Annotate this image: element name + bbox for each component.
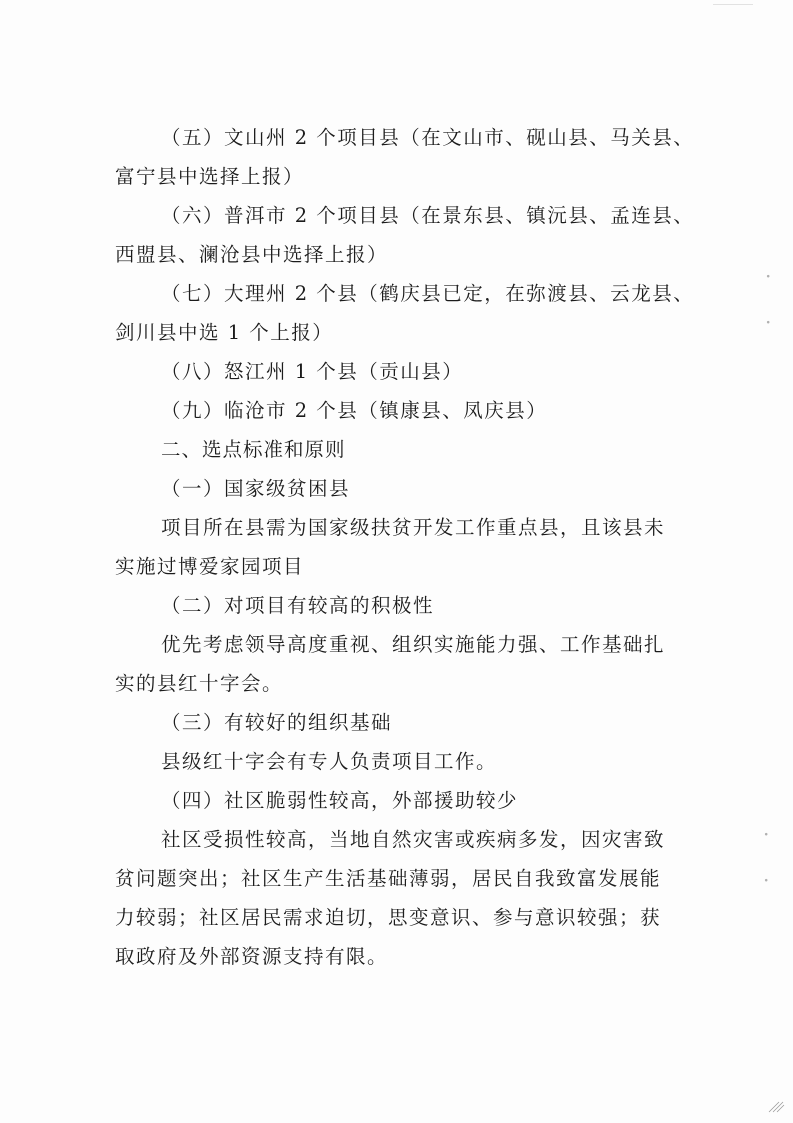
criterion-4-text-3: 力较弱；社区居民需求迫切，思变意识、参与意识较强；获: [115, 906, 662, 929]
list-item-dali: （七）大理州 2 个县（鹤庆县已定，在弥渡县、云龙县、: [161, 282, 695, 305]
list-item-wenshan: （五）文山州 2 个项目县（在文山市、砚山县、马关县、: [161, 126, 695, 149]
criterion-4-title: （四）社区脆弱性较高，外部援助较少: [161, 789, 519, 812]
criterion-2-text: 优先考虑领导高度重视、组织实施能力强、工作基础扎: [161, 633, 666, 656]
document-body: [115, 118, 695, 976]
scan-artifact-line: [713, 4, 753, 5]
criterion-2-title: （二）对项目有较高的积极性: [161, 594, 435, 617]
criterion-3-title: （三）有较好的组织基础: [161, 711, 393, 734]
scan-mark-icon: ∙: [763, 876, 769, 886]
list-item-puer-cont: 西盟县、澜沧县中选择上报）: [115, 243, 389, 266]
criterion-1-text: 项目所在县需为国家级扶贫开发工作重点县，且该县未: [161, 516, 666, 539]
criterion-1-title: （一）国家级贫困县: [161, 477, 351, 500]
list-item-nujiang: （八）怒江州 1 个县（贡山县）: [161, 360, 464, 383]
criterion-3-text: 县级红十字会有专人负责项目工作。: [161, 750, 498, 773]
corner-hatch-icon: [767, 1099, 785, 1113]
scan-mark-icon: ∙: [765, 318, 771, 328]
section-heading: 二、选点标准和原则: [161, 438, 346, 461]
criterion-2-text-cont: 实的县红十字会。: [115, 672, 284, 695]
list-item-dali-cont: 剑川县中选 1 个上报）: [115, 321, 334, 344]
list-item-lincang: （九）临沧市 2 个县（镇康县、凤庆县）: [161, 399, 548, 422]
scan-mark-icon: ∙: [763, 830, 769, 840]
criterion-4-text-1: 社区受损性较高，当地自然灾害或疾病多发，因灾害致: [161, 828, 666, 851]
scan-mark-icon: ∙: [765, 272, 771, 282]
list-item-wenshan-cont: 富宁县中选择上报）: [115, 165, 305, 188]
criterion-1-text-cont: 实施过博爱家园项目: [115, 555, 305, 578]
criterion-4-text-4: 取政府及外部资源支持有限。: [115, 945, 389, 968]
criterion-4-text-2: 贫问题突出；社区生产生活基础薄弱，居民自我致富发展能: [115, 867, 662, 890]
list-item-puer: （六）普洱市 2 个项目县（在景东县、镇沅县、孟连县、: [161, 204, 695, 227]
